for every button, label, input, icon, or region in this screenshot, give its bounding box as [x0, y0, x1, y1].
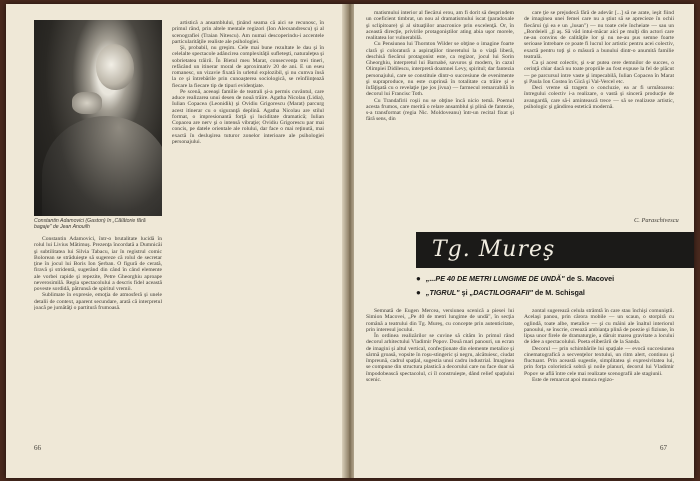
paragraph: artistică a ansamblului, ţinând seama că aici se recunosc, în primul rând, prin altele mentale regizori (Ion Alecsandrescu) şi al scenografiei (Traian Nitescu). Am numai descoperindu-i accentele particularităţile realiste ale psihologiei.	[172, 20, 324, 45]
paragraph: Şi, probabil, nu greşim. Cele mai bune rezultate le dau şi în celelalte spectacole adâncirea complexităţii sufleteşti, naturaleţea şi sobrietatea trăirii. În Bietul meu Marat, consecvenţa trei tineri, refăcând un itinerar moral de aproximativ 20 de ani. E un eseu romanesc, un vizavie fixată în urletul explozibil, şi nu cumva însă la ce şi întrebările prin cunoaşterea sociologică, se reînfiinţează fiecare la fiecare tip de tipuri evidenţiate.	[172, 45, 324, 89]
author-signature: C. Paraschivescu	[634, 217, 679, 224]
paragraph: zontal sugerează celula strâmtă în care stau închişi comuniştii. Acelaşi panou, prin cărora mobile — un scaun, o storpiră cu oglindă, toate albe, metalice — şi cu mâini ale înaltul interiorul panoului, se înscrie, creează ambianţa plină de poezie şi fiziune, în lipsa unor firele de dramaturgie, a dăruit marea gravitate a locului de idee a spectacolului. Poeta eliberării de la Sanda.	[524, 308, 674, 346]
review-heading-2	[416, 288, 585, 297]
page-number-left: 66	[34, 444, 41, 452]
review-title-2b: „DACTILOGRAFII"	[469, 288, 533, 297]
review-byline-1: de S. Macovei	[566, 274, 615, 283]
paragraph: Este de remarcat apoi munca regizo-	[532, 376, 614, 383]
photo-caption: Constantin Adamovici (Gaston) în „Călătorie fără bagaje" de Jean Anouilh	[34, 218, 146, 230]
paragraph: Cu Pensiunea lui Thornton Wilder se obţine o imagine foarte clară şi coloratură a aspiraţiilor tineretului la o viaţă liberă, deschisă fiecărui protagonist este, ca regizor, jocul lui Sorin Gheorghiu, interpretul lui Barnabé, savuros şi modern, în cazul Olimpiei Didilescu, interpretă doamnei Levy, spiritul; dar fantezia personajului, care se constituie dintr-o succesiune de evenimente şi supraproduce, nu este cuprinsă în totalitate ca trăire şi e înfăţişată cu o revelaţie (pe jos jivua) — farmecul remarcabilă în decorul lui Francisc Toth.	[366, 41, 514, 98]
text-column-a	[34, 236, 162, 436]
paragraph: Constantin Adamovici, într-o brutalitate lucidă în rolul lui Livius Mătimuş. Prezenţa încordată a Dumnicăi şi subtilitatea lui Silvia Tabacu, iar în registrul comic Bolorean se străduieşte să sugereze că rolul de secretar ţine în jocul lui Boris Ion Şerban. O figură de cerată, firavă şi stridentă, sugerând din când în când elemente ale vorbei rapide şi repezite, Petre Gheorghiu aproape neverosimilă. Regia spectacolului a descris fidel această poveste sordidă, pătrunsă de spiritul vremii.	[34, 236, 162, 292]
text-column-b	[172, 20, 324, 436]
photo-figure-hand	[72, 92, 102, 114]
paragraph: care ţie se prejudecă fără de adevăr [...] să ne arate, ieşit fiind de imaginea unei femei care nu a ştiut să se aprecieze în ochii fiecărui (şi ea e un „lusan") — nu toate cele încheiate — sau un „Bordeieli „ţi aş. Să văd intui-măcar aici pe mulţi din actori care ne-au convins de calităţile lor şi nu ne-au pus semne foarte serioase întrebare ce poate fi lucrul lor artistic pentru acei colectiv, exactă pentru toţi şi o măsură a bunului dintr-o anumită familie teatrală.	[524, 10, 674, 60]
review-title-2a: „TIGRUL"	[425, 288, 460, 297]
paragraph: matismului interior al fiecărui erou, am fi dorit să desprindem un coeficient timbrat, un nou al dramatismului iscat (paradoxale şi sclipitoare) şi al situaţiilor anacronice prin excelenţă. Or, în această direcţie, privirile protagoniştilor ating abia uşor morele, realitatea lor vulnerabilă.	[366, 10, 514, 41]
bullet-icon: ●	[416, 288, 421, 297]
left-page	[6, 4, 346, 478]
page-number-right: 67	[660, 444, 667, 452]
paragraph: Sublimate în expresie, emoţia de atmosferă şi unele detalii de context, aparent secundare, arată că interpretul joacă pe jumătăţi o partitură frumoasă.	[34, 292, 162, 311]
review-joiner: şi	[461, 288, 468, 297]
paragraph: Cu Trandafirii roşii nu se obţine încă nicio temă. Poemul acesta frumos, care merită o relare ansamblul şi plină de fantezie, s-a transformat (regia Nic. Moldoveanu) într-un recital fixat şi fără sens, din	[366, 97, 514, 123]
bullet-icon: ●	[416, 274, 421, 283]
paragraph: Pe scenă, aceeaşi familie de teatrali şi-a permis cuvântul, care aduce realizarea unui desen de nouă trăire. Agatha Nicolau (Lidia), Iulian Copacea (Leonidik) şi Ovidiu Grigorescu (Marat) parcurg acest itinerar cu o siguranţă deplină. Agatha Nicolau are stilul format, o impresionantă forţă şi luciditate dramatică; Iulian Copacea are nerv şi o intensă vibraţie; Ovidiu Grigorescu par mai concis, pe datele orientale ale rolului, dar face o mai reţinută, mai exactă în desluşirea tuturor zonelor interioare ale psihologiei personajului.	[172, 88, 324, 145]
magazine-spread	[6, 4, 694, 478]
text-column-f	[524, 308, 674, 444]
text-column-e	[366, 308, 514, 444]
actor-portrait-photo	[34, 20, 162, 216]
review-heading-1	[416, 274, 614, 283]
review-title-1: „...PE 40 DE METRI LUNGIME DE UNDĂ"	[425, 274, 565, 283]
paragraph: Deci vreme să tragem o concluzie, ea ar fi următoarea: întregului colectiv i-a realizare, o vastă şi sinceră producţie de avangardă, care să-i amintească trece — să se realizeze artistic, psihologic şi gândirea estetică modernă.	[524, 85, 674, 110]
paragraph: Semnată de Eugen Mercea, versiunea scenică a piesei lui Simion Macovei, „Pe 40 de metri lungime de undă", în secţia română a teatrului din Tg. Mureş, cu concepte prin autenticitate, prin interesul jocului.	[366, 308, 514, 333]
paragraph: Decorul — prin schimbările lui spaţiale — evocă succesiunea cinematografică a secvenţelor textului, un ritm alert, continuu şi fluctuant. Prin această sugestie, simplitatea şi expresivitatea lui, prin forţa coloristică sobră şi noile planuri, decorul lui Vladimir Popov se află între cele mai realizate scenografii ale stagiunii.	[524, 345, 674, 377]
section-title: Tg. Mureş	[432, 237, 556, 262]
review-byline-2: de M. Schisgal	[534, 288, 585, 297]
text-column-d	[524, 10, 674, 212]
text-column-c	[366, 10, 514, 214]
paragraph: În ordinea realizărilor se cuvine să cităm în primul rând decorul arhitectului Vladimir Popov. Două mari panouri, un ecran de imagini şi altul vertical, confecţionate din elemente metalice şi sârmă groasă, vopsite în roşu-stingeric şi negru, alcătuiesc, ciudat împreună, cadrul spaţial, sugestia unui cadru industrial. Imaginea se compune din structura plastică a decorului care nu face doar să împodobească spectacolul, ci îl construieşte, dând relief spaţiului scenic.	[366, 333, 514, 383]
photo-figure-body	[42, 116, 162, 216]
paragraph: Ca şi acest colectiv, şi s-ar putea cere demnilor de succes, o cerinţă chiar dacă nu toate propriile au fost expuse la fel de plăcut — pe parcursul intre vaste şi impecabilă, Iulian Copacea în Marat şi Paula Ion Costea în Gică şi Val-Vercel etc.	[524, 60, 674, 85]
right-page	[354, 4, 694, 478]
photo-figure-face	[96, 44, 134, 90]
section-banner	[416, 232, 694, 268]
